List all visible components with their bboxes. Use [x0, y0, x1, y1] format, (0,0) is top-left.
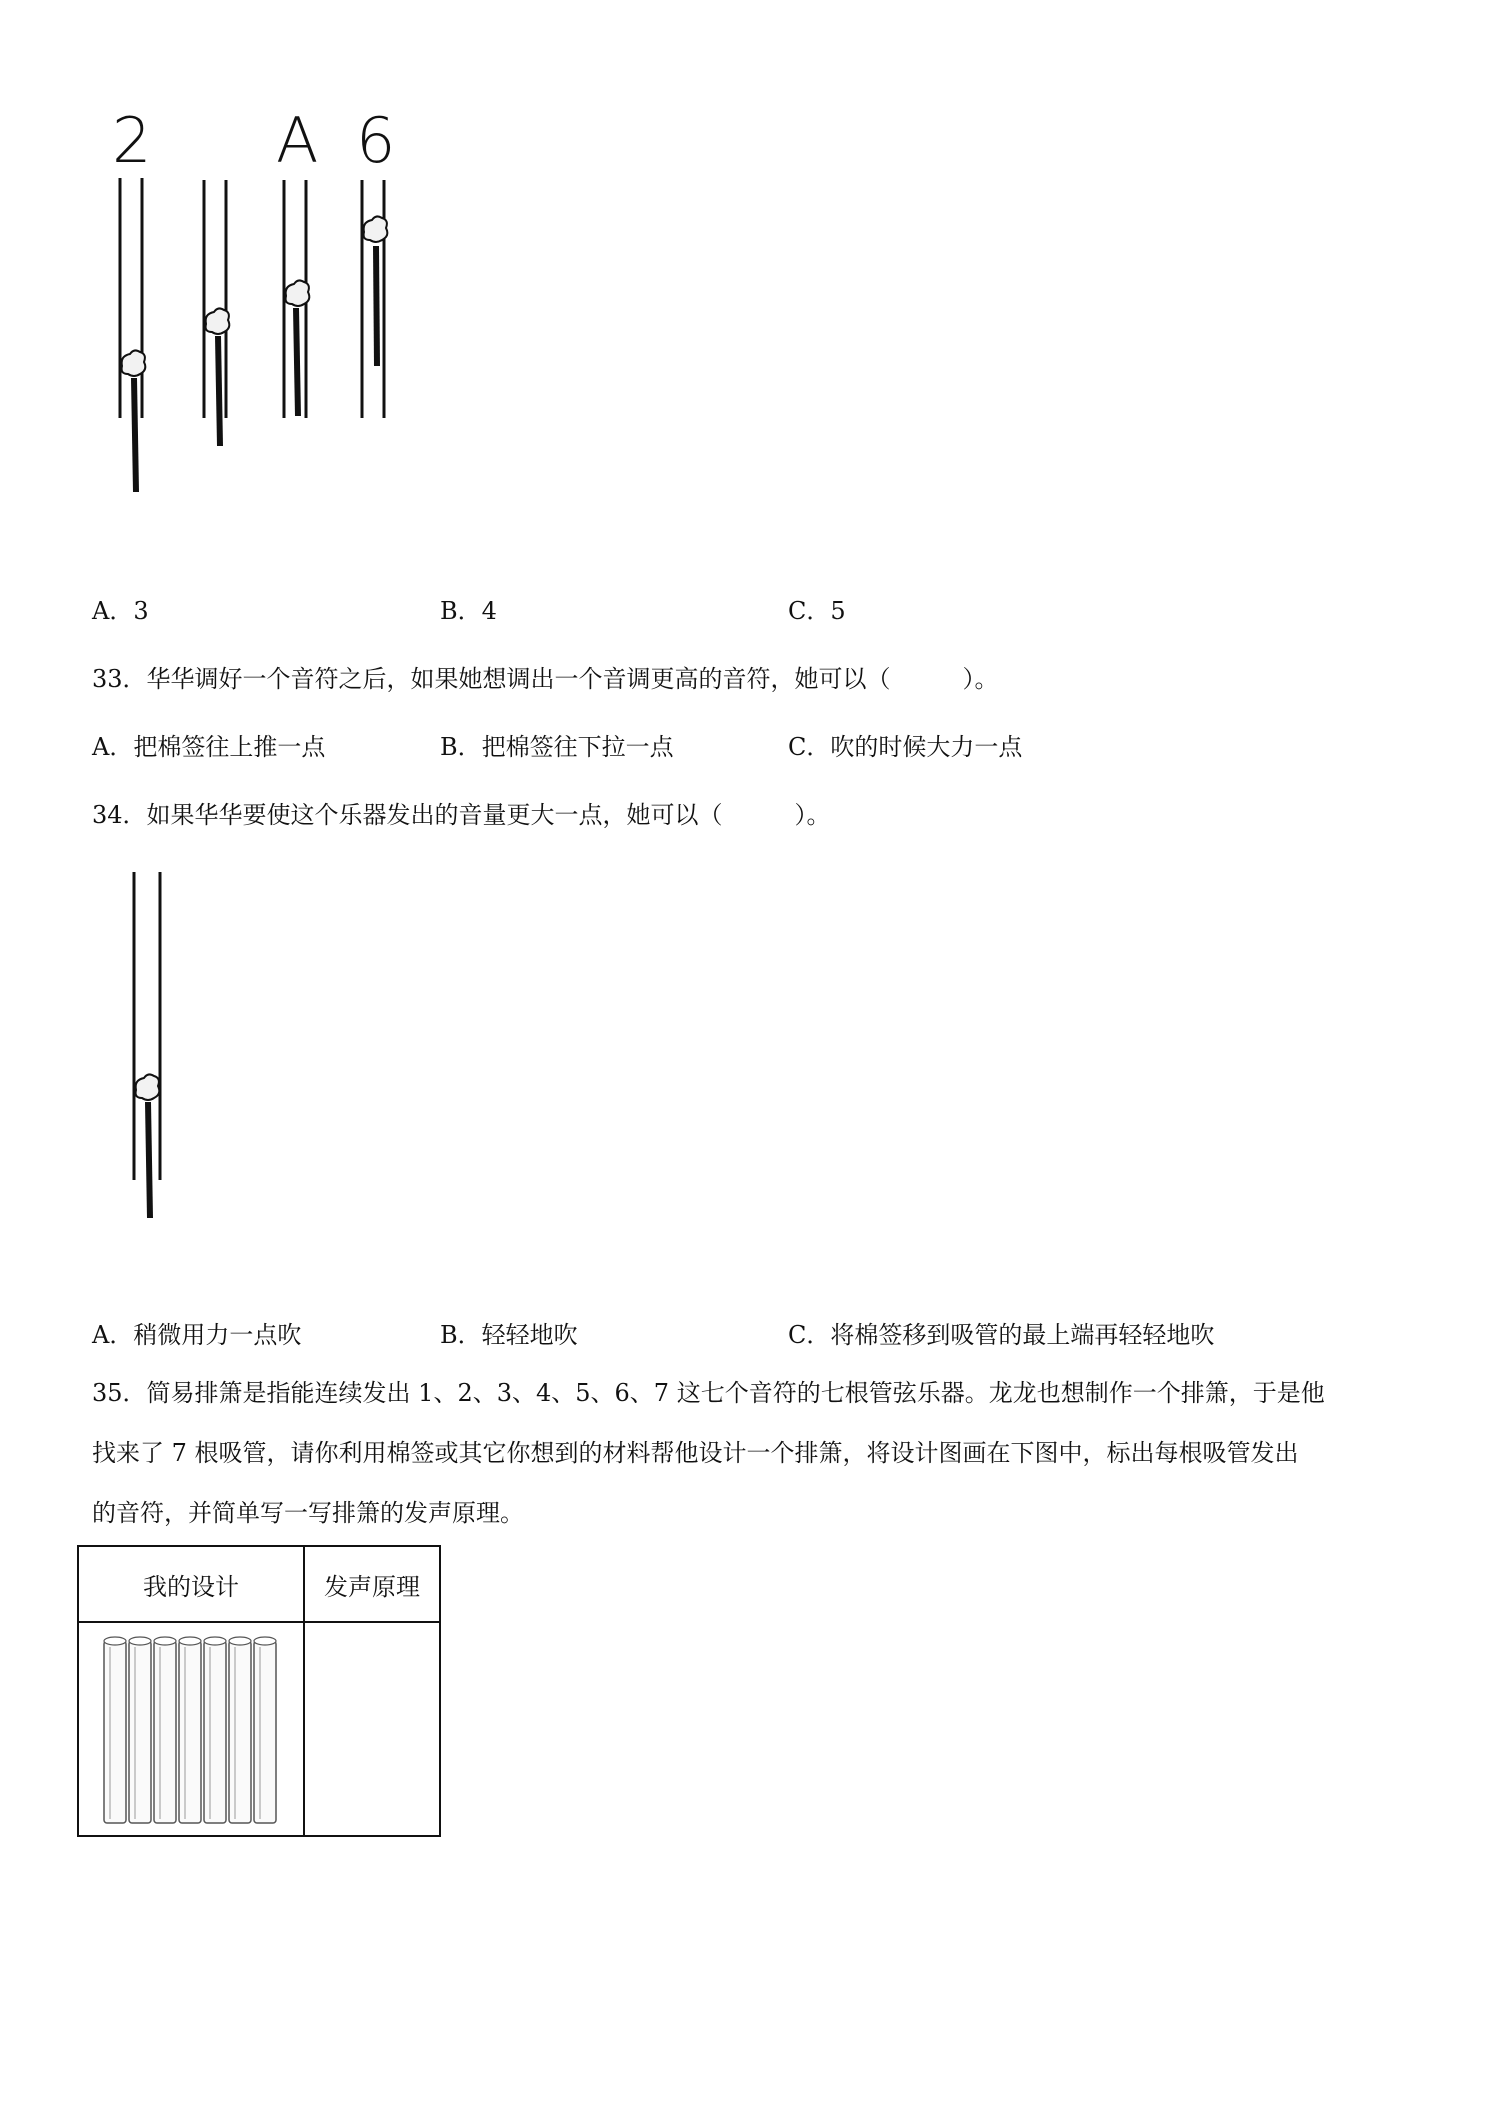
figure-label-1: 2 [112, 104, 152, 177]
principle-cell[interactable] [304, 1622, 440, 1836]
q33-option-b: B．把棉签往下拉一点 [440, 733, 674, 761]
design-table [77, 1545, 441, 1837]
q34-option-c: C．将棉签移到吸管的最上端再轻轻地吹 [788, 1321, 1215, 1349]
figure-label-3: 6 [356, 104, 396, 177]
straw-figure-q34 [120, 868, 200, 1228]
q35-line-2: 找来了 7 根吸管，请你利用棉签或其它你想到的材料帮他设计一个排箫，将设计图画在下图中，标出每根吸管发出 [92, 1439, 1299, 1467]
q35-line-1: 35．简易排箫是指能连续发出 1、2、3、4、5、6、7 这七个音符的七根管弦乐器。龙龙也想制作一个排箫，于是他 [92, 1379, 1325, 1407]
q34-option-b: B．轻轻地吹 [440, 1321, 578, 1349]
figure-label-2: A [276, 104, 319, 177]
q32-option-b: B．4 [440, 597, 497, 625]
q35-line-3: 的音符，并简单写一写排箫的发声原理。 [92, 1499, 524, 1527]
design-header: 我的设计 [78, 1546, 304, 1622]
straws-drawing [96, 1629, 286, 1829]
q33-option-c: C．吹的时候大力一点 [788, 733, 1023, 761]
straw-figure-q32 [100, 100, 460, 530]
q33-option-a: A．把棉签往上推一点 [92, 733, 326, 761]
q32-option-c: C．5 [788, 597, 846, 625]
design-cell[interactable] [78, 1622, 304, 1836]
q32-option-a: A．3 [92, 597, 149, 625]
q34-option-a: A．稍微用力一点吹 [92, 1321, 302, 1349]
principle-header: 发声原理 [304, 1546, 440, 1622]
q34-question: 34．如果华华要使这个乐器发出的音量更大一点，她可以（ ）。 [92, 801, 831, 829]
q33-question: 33．华华调好一个音符之后，如果她想调出一个音调更高的音符，她可以（ ）。 [92, 665, 999, 693]
